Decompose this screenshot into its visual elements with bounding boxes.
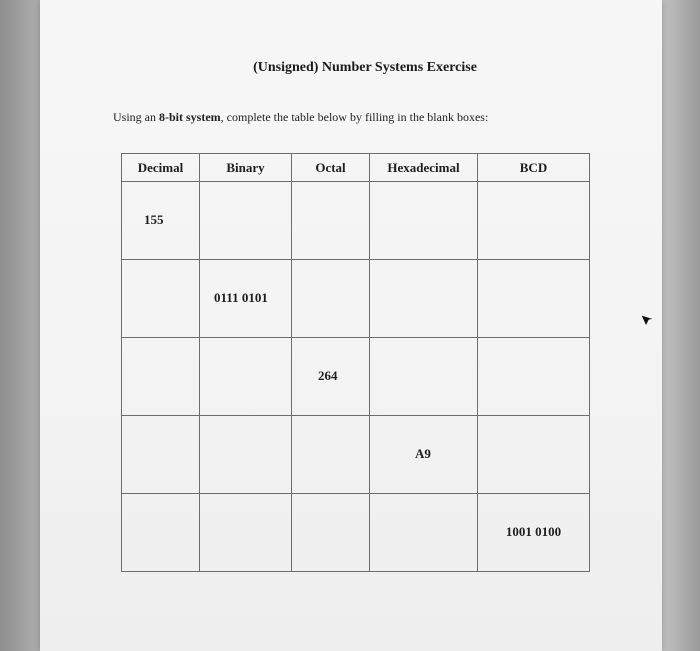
- cell-value: [122, 260, 199, 290]
- table-row: [122, 182, 590, 260]
- instructions-prefix: Using an: [113, 110, 159, 124]
- instructions: [113, 110, 488, 125]
- mouse-pointer-icon: [640, 307, 658, 329]
- header-hexadecimal: Hexadecimal: [370, 154, 478, 182]
- cell-value: [370, 182, 477, 212]
- cell-hexadecimal[interactable]: [370, 182, 478, 260]
- cell-value: [478, 182, 589, 212]
- cell-hexadecimal[interactable]: [370, 338, 478, 416]
- cell-binary[interactable]: [200, 260, 292, 338]
- cell-decimal[interactable]: [122, 494, 200, 572]
- cell-value: [292, 182, 369, 212]
- cell-value: [370, 260, 477, 290]
- cell-value: [292, 416, 369, 446]
- cell-value: [122, 338, 199, 368]
- cell-binary[interactable]: [200, 494, 292, 572]
- cell-value: [370, 494, 477, 524]
- cell-value: 264: [318, 368, 338, 383]
- cell-octal[interactable]: [292, 494, 370, 572]
- cell-hexadecimal[interactable]: [370, 494, 478, 572]
- cell-bcd[interactable]: [478, 416, 590, 494]
- table-row: [122, 260, 590, 338]
- instructions-bold: 8-bit system: [159, 110, 221, 124]
- table-row: [122, 338, 590, 416]
- page-title: (Unsigned) Number Systems Exercise: [253, 60, 477, 75]
- cell-bcd[interactable]: [478, 494, 590, 572]
- cell-octal[interactable]: [292, 416, 370, 494]
- cell-binary[interactable]: [200, 338, 292, 416]
- conversion-table: [121, 153, 590, 572]
- cell-value: [292, 494, 369, 524]
- cell-value: [478, 260, 589, 290]
- cell-octal[interactable]: [292, 182, 370, 260]
- cell-value: [122, 416, 199, 446]
- cell-bcd[interactable]: [478, 260, 590, 338]
- table-header-row: [122, 154, 590, 182]
- cell-value: [370, 338, 477, 368]
- cell-decimal[interactable]: [122, 338, 200, 416]
- table-row: [122, 416, 590, 494]
- cell-binary[interactable]: [200, 416, 292, 494]
- cell-value: 155: [144, 212, 164, 227]
- cell-hexadecimal[interactable]: [370, 260, 478, 338]
- cell-hexadecimal[interactable]: [370, 416, 478, 494]
- cell-value: [478, 416, 589, 446]
- header-bcd: BCD: [478, 154, 590, 182]
- cell-decimal[interactable]: [122, 260, 200, 338]
- cell-bcd[interactable]: [478, 182, 590, 260]
- cell-value: [200, 494, 291, 524]
- cell-bcd[interactable]: [478, 338, 590, 416]
- cell-binary[interactable]: [200, 182, 292, 260]
- cell-value: [200, 338, 291, 368]
- cell-decimal[interactable]: [122, 182, 200, 260]
- worksheet-page: [40, 0, 662, 651]
- header-octal: Octal: [292, 154, 370, 182]
- table-row: [122, 494, 590, 572]
- cell-value: 1001 0100: [505, 524, 562, 539]
- cell-octal[interactable]: [292, 338, 370, 416]
- cell-value: A9: [415, 446, 431, 461]
- instructions-suffix: , complete the table below by filling in the blank boxes:: [220, 110, 489, 124]
- cell-value: [200, 182, 291, 212]
- cell-value: [292, 260, 369, 290]
- cell-value: [478, 338, 589, 368]
- header-binary: Binary: [200, 154, 292, 182]
- backdrop-right: [658, 0, 700, 651]
- cell-value: 0111 0101: [214, 290, 268, 305]
- cell-value: [122, 494, 199, 524]
- header-decimal: Decimal: [122, 154, 200, 182]
- cell-octal[interactable]: [292, 260, 370, 338]
- cell-value: [200, 416, 291, 446]
- cell-decimal[interactable]: [122, 416, 200, 494]
